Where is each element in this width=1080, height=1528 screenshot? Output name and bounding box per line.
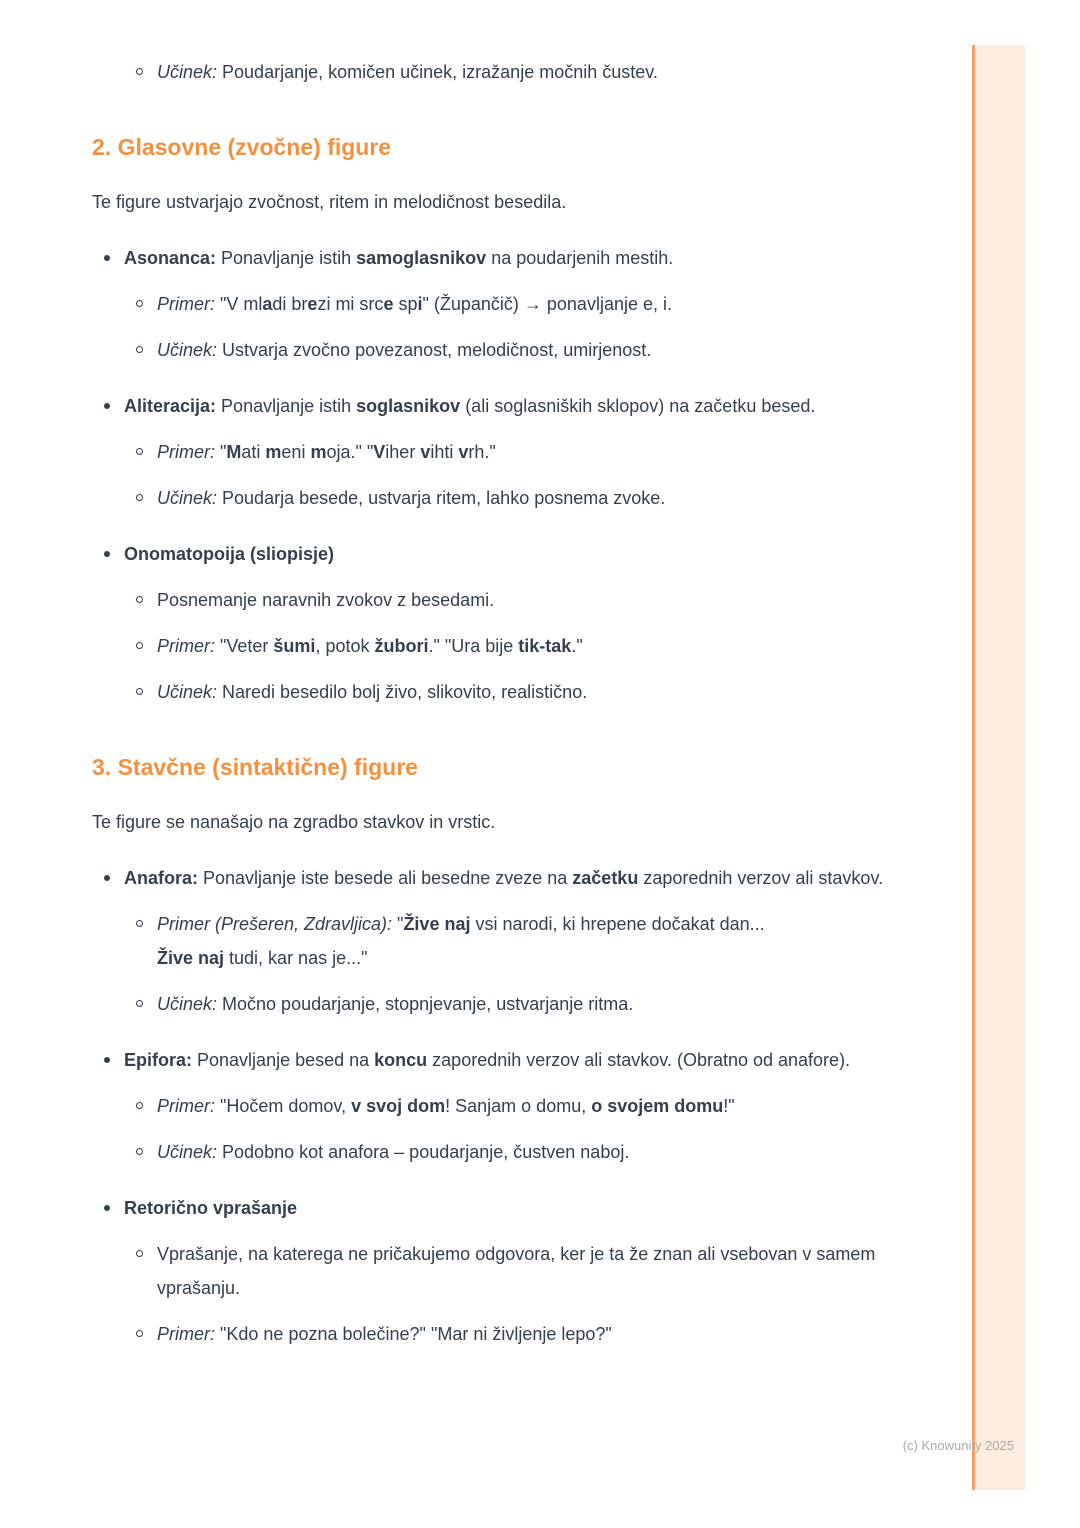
bullet-icon — [104, 1205, 110, 1211]
text-segment: ." "Ura bije — [428, 636, 519, 656]
text-segment: e — [307, 294, 318, 314]
sub-list-item — [124, 333, 930, 367]
sub-list-item — [124, 1317, 930, 1351]
text-segment: zi mi src — [317, 294, 384, 314]
text-segment: m — [265, 442, 282, 462]
text-run — [124, 1198, 297, 1218]
text-segment: tik-tak — [518, 636, 572, 656]
text-segment: "V ml — [215, 294, 263, 314]
sub-list-item — [124, 1135, 930, 1169]
text-segment: Primer: — [157, 1096, 215, 1116]
text-segment: Žive naj — [157, 948, 225, 968]
text-segment: Primer: — [157, 636, 215, 656]
text-segment: Asonanca: — [124, 248, 217, 268]
bullet-icon — [104, 1057, 110, 1063]
text-segment: koncu — [374, 1050, 428, 1070]
section-heading: 3. Stavčne (sintaktične) figure — [92, 754, 418, 780]
text-segment: samoglasnikov — [356, 248, 487, 268]
sub-list-item — [124, 55, 930, 89]
text-segment: Učinek: — [157, 682, 218, 702]
text-segment: , potok — [315, 636, 375, 656]
text-segment: Onomatopoija (sliopisje) — [124, 544, 335, 564]
sub-list-item — [124, 435, 930, 469]
text-segment: "Kdo ne pozna bolečine?" "Mar ni življenje lepo?" — [215, 1324, 612, 1344]
text-run — [124, 544, 334, 564]
bullet-icon — [104, 551, 110, 557]
sub-bullet-icon — [136, 1102, 143, 1109]
document-content — [92, 55, 930, 1351]
text-run — [157, 1324, 612, 1344]
sub-list-item — [124, 481, 930, 515]
text-run — [157, 590, 494, 610]
sub-bullet-icon — [136, 300, 143, 307]
text-segment: Primer (Prešeren, Zdravljica): — [157, 914, 393, 934]
text-segment: o svojem domu — [591, 1096, 724, 1116]
text-segment: oja." " — [326, 442, 374, 462]
text-segment: Poudarjanje, komičen učinek, izražanje močnih čustev. — [217, 62, 658, 82]
text-segment: Te figure ustvarjajo zvočnost, ritem in melodičnost besedila. — [92, 192, 567, 212]
text-segment: Anafora: — [124, 868, 199, 888]
text-segment: Retorično vprašanje — [124, 1198, 298, 1218]
text-segment: rh." — [468, 442, 496, 462]
text-segment: " — [215, 442, 227, 462]
text-segment: M — [226, 442, 242, 462]
text-run — [157, 488, 665, 508]
text-segment: V — [373, 442, 386, 462]
text-run — [157, 1096, 735, 1116]
paragraph — [92, 185, 930, 219]
text-segment: Ponavljanje besed na — [192, 1050, 375, 1070]
text-segment: di br — [272, 294, 308, 314]
sub-bullet-icon — [136, 688, 143, 695]
list-item — [92, 241, 930, 275]
text-run — [124, 396, 815, 416]
text-segment: v — [420, 442, 431, 462]
text-segment: na poudarjenih mestih. — [486, 248, 674, 268]
list-item — [92, 1043, 930, 1077]
sub-bullet-icon — [136, 1250, 143, 1257]
text-segment: m — [310, 442, 327, 462]
text-segment: Poudarja besede, ustvarja ritem, lahko posnema zvoke. — [217, 488, 666, 508]
list-item — [92, 861, 930, 895]
text-run — [92, 812, 495, 832]
text-segment: Posnemanje naravnih zvokov z besedami. — [157, 590, 495, 610]
text-run — [124, 248, 673, 268]
text-segment: iher — [385, 442, 421, 462]
sub-bullet-icon — [136, 1330, 143, 1337]
text-segment: Učinek: — [157, 1142, 218, 1162]
list-item — [92, 389, 930, 423]
text-run — [157, 294, 672, 314]
text-segment: zaporednih verzov ali stavkov. (Obratno od anafore). — [427, 1050, 851, 1070]
bullet-icon — [104, 403, 110, 409]
sub-list-item — [124, 907, 930, 975]
sub-list-item — [124, 675, 930, 709]
text-run — [124, 1050, 850, 1070]
sub-list-item — [124, 287, 930, 321]
text-segment: "Hočem domov, — [215, 1096, 352, 1116]
text-segment: vsi narodi, ki hrepene dočakat dan... — [470, 914, 765, 934]
sub-bullet-icon — [136, 642, 143, 649]
text-segment: Učinek: — [157, 994, 218, 1014]
sub-list-item — [124, 1089, 930, 1123]
text-segment: žubori — [374, 636, 429, 656]
text-segment: Ponavljanje iste besede ali besedne zveze na — [198, 868, 573, 888]
sub-bullet-icon — [136, 1000, 143, 1007]
text-segment: sp — [393, 294, 418, 314]
text-segment: Primer: — [157, 294, 215, 314]
sub-bullet-icon — [136, 448, 143, 455]
text-run — [157, 914, 765, 968]
watermark: (c) Knowunity 2025 — [902, 1438, 1014, 1453]
text-segment: !" — [723, 1096, 735, 1116]
list-item — [92, 537, 930, 571]
text-segment: Te figure se nanašajo na zgradbo stavkov in vrstic. — [92, 812, 496, 832]
sub-bullet-icon — [136, 920, 143, 927]
text-segment: Ponavljanje istih — [216, 248, 357, 268]
text-segment: Ustvarja zvočno povezanost, melodičnost, umirjenost. — [217, 340, 652, 360]
text-segment: (ali soglasniških sklopov) na začetku besed. — [460, 396, 816, 416]
text-segment: i — [417, 294, 423, 314]
text-segment: Naredi besedilo bolj živo, slikovito, realistično. — [217, 682, 588, 702]
text-segment: tudi, kar nas je..." — [224, 948, 368, 968]
text-segment: v — [458, 442, 469, 462]
text-segment: " (Župančič) → ponavljanje e, i. — [422, 294, 672, 314]
text-segment: ati — [241, 442, 266, 462]
text-segment: " — [392, 914, 404, 934]
sub-list-item — [124, 629, 930, 663]
text-segment: Primer: — [157, 1324, 215, 1344]
text-run — [157, 1244, 875, 1298]
text-run — [157, 1142, 629, 1162]
sub-list-item — [124, 583, 930, 617]
text-run — [124, 868, 883, 888]
decorative-side-stripe — [972, 45, 1025, 1490]
sub-bullet-icon — [136, 596, 143, 603]
sub-list-item — [124, 1237, 930, 1305]
text-segment: a — [262, 294, 273, 314]
list-item — [92, 1191, 930, 1225]
text-segment: Primer: — [157, 442, 215, 462]
text-segment: Ponavljanje istih — [216, 396, 357, 416]
text-run — [157, 636, 583, 656]
section-heading: 2. Glasovne (zvočne) figure — [92, 134, 392, 160]
text-segment: Učinek: — [157, 488, 218, 508]
text-segment: Žive naj — [403, 914, 471, 934]
text-run — [157, 442, 496, 462]
text-segment: Močno poudarjanje, stopnjevanje, ustvarjanje ritma. — [217, 994, 634, 1014]
sub-bullet-icon — [136, 68, 143, 75]
text-run — [157, 682, 587, 702]
text-segment: Učinek: — [157, 62, 218, 82]
text-segment: eni — [281, 442, 311, 462]
text-segment: šumi — [273, 636, 316, 656]
text-segment: v svoj dom — [351, 1096, 446, 1116]
text-run — [157, 994, 633, 1014]
text-run — [92, 192, 566, 212]
text-segment: Učinek: — [157, 340, 218, 360]
bullet-icon — [104, 875, 110, 881]
text-segment: Aliteracija: — [124, 396, 217, 416]
text-segment: ihti — [430, 442, 459, 462]
text-run — [157, 340, 651, 360]
sub-bullet-icon — [136, 346, 143, 353]
text-segment: zaporednih verzov ali stavkov. — [638, 868, 884, 888]
sub-bullet-icon — [136, 1148, 143, 1155]
paragraph — [92, 805, 930, 839]
text-segment: Vprašanje, na katerega ne pričakujemo odgovora, ker je ta že znan ali vsebovan v samem vprašanju. — [157, 1244, 876, 1298]
text-segment: ! Sanjam o domu, — [445, 1096, 592, 1116]
text-segment: soglasnikov — [356, 396, 461, 416]
text-segment: "Veter — [215, 636, 274, 656]
text-segment: ." — [571, 636, 583, 656]
sub-list-item — [124, 987, 930, 1021]
text-run — [157, 62, 658, 82]
text-segment: e — [383, 294, 394, 314]
bullet-icon — [104, 255, 110, 261]
text-segment: začetku — [572, 868, 639, 888]
text-segment: Epifora: — [124, 1050, 193, 1070]
sub-bullet-icon — [136, 494, 143, 501]
text-segment: Podobno kot anafora – poudarjanje, čustven naboj. — [217, 1142, 630, 1162]
